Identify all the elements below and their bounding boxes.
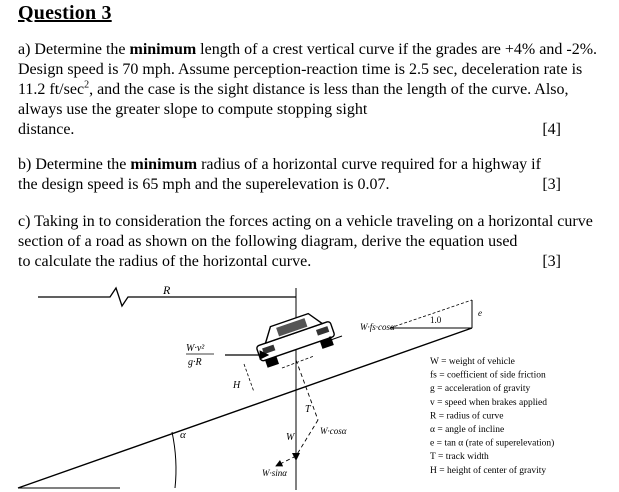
incline-surface — [18, 328, 472, 488]
legend-line: R = radius of curve — [430, 411, 504, 422]
label-T: T — [305, 404, 311, 415]
legend-line: H = height of center of gravity — [430, 465, 547, 476]
label-Wv2-num: W·v² — [186, 343, 205, 354]
legend-line: fs = coefficient of side friction — [430, 370, 546, 381]
part-a-text: a) Determine the minimum length of a crest vertical curve if the grades are +4% and -2%. Design speed is 70 mph. Assume perception-reaction time is 2.5 sec, deceleration rate is 11.2 $ft/\sec^2$, and the case is the sight distance is less than the length of the curve. Also, always use the greater slope to compute stopping sight distance. [4] — [18, 41, 598, 138]
label-one: 1.0 — [430, 315, 442, 325]
label-e: e — [478, 308, 482, 318]
label-alpha: α — [180, 429, 186, 441]
legend-line: v = speed when brakes applied — [430, 397, 547, 408]
label-Wcos: W·cosα — [320, 426, 347, 436]
legend-line: α = angle of incline — [430, 425, 505, 435]
legend-line: W = weight of vehicle — [430, 357, 515, 367]
legend-line: g = acceleration of gravity — [430, 384, 531, 395]
legend-line: T = track width — [430, 452, 489, 463]
part-b-text: b) Determine the minimum radius of a horizontal curve required for a highway if the design speed is 65 mph and the superelevation is 0.07. [3] — [18, 156, 561, 193]
legend-line: e = tan α (rate of superelevation) — [430, 438, 555, 449]
part-a-marks: [4] — [542, 121, 561, 138]
part-b-marks: [3] — [542, 176, 561, 193]
label-Wv2-den: g·R — [188, 357, 202, 368]
label-Wsin: W·sinα — [262, 468, 287, 478]
part-c-text: c) Taking in to consideration the forces acting on a vehicle traveling on a horizontal curve section of a road as shown on the following diagram, derive the equation used to calculate the radius of the horizontal curve. [3] — [18, 213, 593, 270]
label-Wfs: W·fs·cosα — [360, 322, 395, 332]
angle-arc — [172, 432, 176, 488]
label-H: H — [233, 380, 241, 391]
vehicle — [251, 308, 337, 369]
question-heading: Question 3 — [18, 2, 112, 24]
label-R: R — [163, 283, 171, 297]
label-W: W — [286, 432, 295, 443]
legend — [430, 356, 554, 476]
part-c-marks: [3] — [542, 253, 561, 270]
